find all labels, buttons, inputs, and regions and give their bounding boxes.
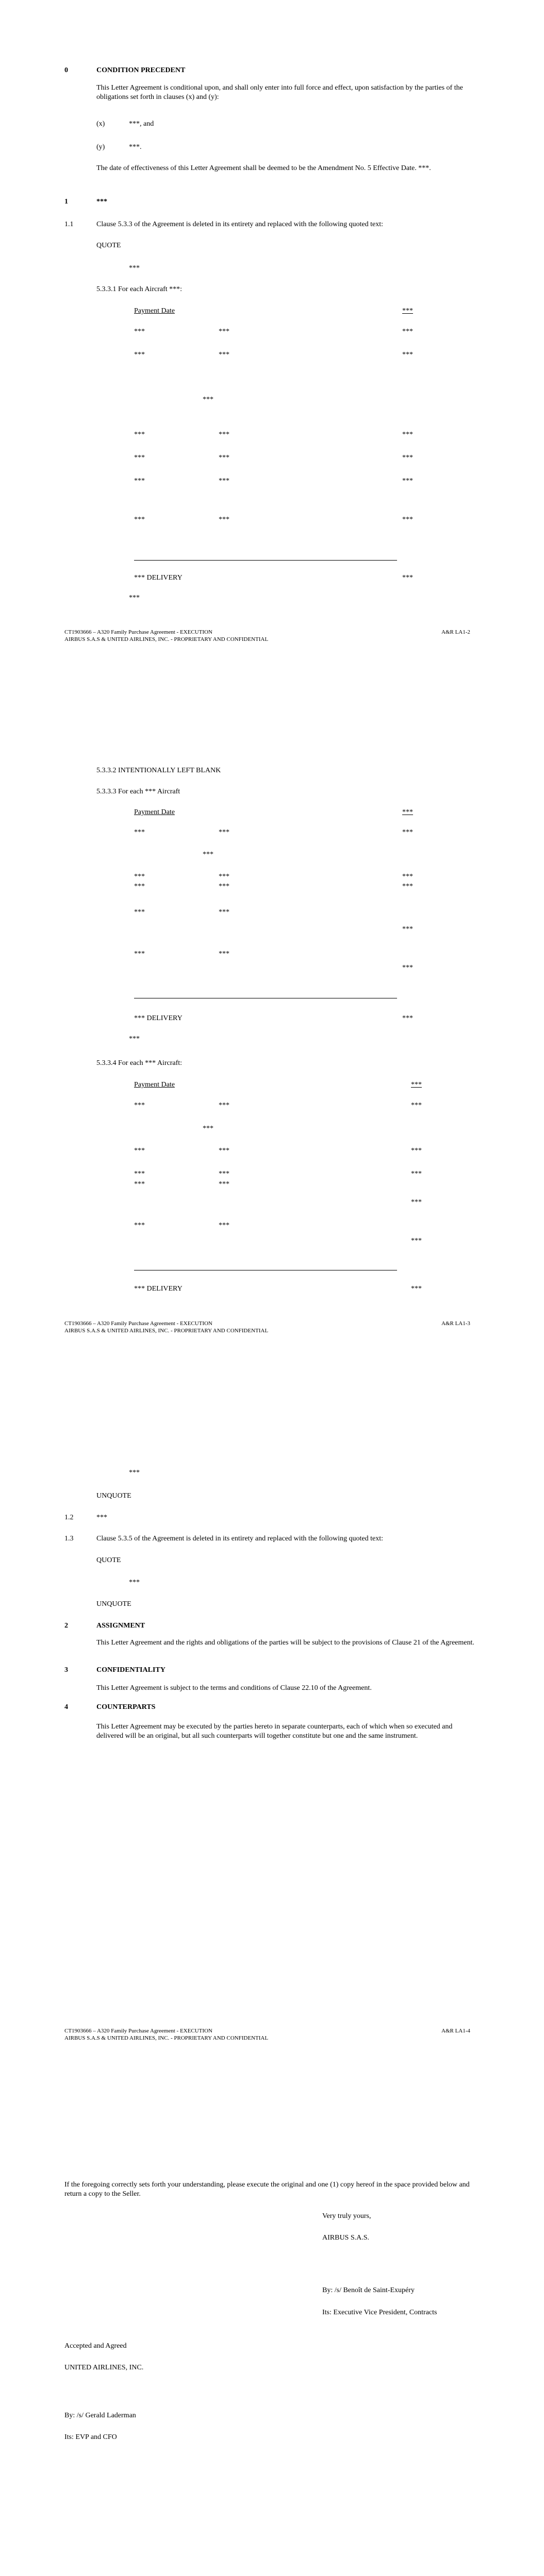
table-cell: *** xyxy=(402,828,413,836)
footer-page-ref: A&R LA1-4 xyxy=(441,2028,470,2034)
table-cell: *** xyxy=(134,516,145,523)
redacted-text: *** xyxy=(129,594,140,602)
footer-line-1: CT1903666 – A320 Family Purchase Agreement - EXECUTION xyxy=(64,2028,212,2034)
table-cell: *** xyxy=(203,1125,213,1132)
section-1-3-text: Clause 5.3.5 of the Agreement is deleted in its entirety and replaced with the following quoted text: xyxy=(96,1535,383,1543)
subclause-5333: 5.3.3.3 For each *** Aircraft xyxy=(96,788,180,795)
table-divider xyxy=(134,560,397,561)
table-cell: *** xyxy=(219,351,229,359)
table-cell: *** xyxy=(402,516,413,523)
table-cell: *** xyxy=(134,950,145,958)
table-header-redacted: *** xyxy=(402,808,413,816)
clause-x-text: ***, and xyxy=(129,120,154,128)
table-cell: *** xyxy=(134,1147,145,1155)
section-1-1-text: Clause 5.3.3 of the Agreement is deleted in its entirety and replaced with the following quoted text: xyxy=(96,221,383,228)
footer-line-2: AIRBUS S.A.S & UNITED AIRLINES, INC. - PROPRIETARY AND CONFIDENTIAL xyxy=(64,1328,269,1334)
table-cell: *** xyxy=(219,477,229,485)
section-0-title: CONDITION PRECEDENT xyxy=(96,66,186,74)
footer-line-1: CT1903666 – A320 Family Purchase Agreement - EXECUTION xyxy=(64,1320,212,1327)
table-cell: *** xyxy=(411,1198,422,1206)
signature-intro: If the foregoing correctly sets forth your understanding, please execute the original and one (1) copy hereof in the space provided below and return a copy to the Seller. xyxy=(64,2181,470,2198)
table-cell: *** xyxy=(219,431,229,438)
section-1-2-text: *** xyxy=(96,1514,107,1521)
delivery-label: *** DELIVERY xyxy=(134,1285,183,1293)
table-cell: *** xyxy=(402,477,413,485)
seller-title: Its: Executive Vice President, Contracts xyxy=(322,2309,437,2316)
table-cell: *** xyxy=(402,883,413,890)
buyer-signature: By: /s/ Gerald Laderman xyxy=(64,2412,136,2419)
redacted-text: *** xyxy=(129,1469,140,1477)
table-header-redacted: *** xyxy=(411,1081,422,1089)
table-cell: *** xyxy=(134,477,145,485)
section-1-title: *** xyxy=(96,198,107,206)
payment-date-header: Payment Date xyxy=(134,307,175,315)
table-cell: *** xyxy=(219,1101,229,1109)
table-cell: *** xyxy=(411,1237,422,1245)
section-4-title: COUNTERPARTS xyxy=(96,1703,156,1711)
section-1-3-number: 1.3 xyxy=(64,1535,74,1543)
section-2-number: 2 xyxy=(64,1622,68,1630)
clause-y-text: ***. xyxy=(129,143,142,151)
table-cell: *** xyxy=(134,431,145,438)
table-cell: *** xyxy=(219,1180,229,1188)
redacted-text: *** xyxy=(129,1035,140,1043)
seller-name: AIRBUS S.A.S. xyxy=(322,2234,370,2242)
payment-date-header: Payment Date xyxy=(134,808,175,816)
footer-page-ref: A&R LA1-2 xyxy=(441,629,470,635)
section-1-2-number: 1.2 xyxy=(64,1514,74,1521)
footer-page-ref: A&R LA1-3 xyxy=(441,1320,470,1327)
table-cell: *** xyxy=(203,396,213,403)
table-cell: *** xyxy=(402,574,413,582)
footer-line-1: CT1903666 – A320 Family Purchase Agreement - EXECUTION xyxy=(64,629,212,635)
unquote-marker: UNQUOTE xyxy=(96,1600,131,1608)
table-cell: *** xyxy=(402,925,413,933)
section-3-number: 3 xyxy=(64,1666,68,1674)
buyer-name: UNITED AIRLINES, INC. xyxy=(64,2364,144,2371)
quote-marker: QUOTE xyxy=(96,1556,121,1564)
table-cell: *** xyxy=(219,1170,229,1178)
effective-date-paragraph: The date of effectiveness of this Letter Agreement shall be deemed to be the Amendment No. 5 Effective Date. ***. xyxy=(96,164,431,172)
table-cell: *** xyxy=(134,1170,145,1178)
table-cell: *** xyxy=(219,1147,229,1155)
clause-x-label: (x) xyxy=(96,120,105,128)
delivery-label: *** DELIVERY xyxy=(134,1014,183,1022)
table-cell: *** xyxy=(134,1180,145,1188)
closing: Very truly yours, xyxy=(322,2212,371,2220)
section-2-title: ASSIGNMENT xyxy=(96,1622,145,1630)
table-cell: *** xyxy=(402,873,413,880)
section-3-text: This Letter Agreement is subject to the terms and conditions of Clause 22.10 of the Agreement. xyxy=(96,1684,372,1692)
table-cell: *** xyxy=(411,1101,422,1109)
delivery-label: *** DELIVERY xyxy=(134,574,183,582)
section-1-1-number: 1.1 xyxy=(64,221,74,228)
table-cell: *** xyxy=(402,351,413,359)
table-cell: *** xyxy=(411,1170,422,1178)
table-cell: *** xyxy=(411,1147,422,1155)
redacted-text: *** xyxy=(129,264,140,272)
table-cell: *** xyxy=(402,1014,413,1022)
section-3-title: CONFIDENTIALITY xyxy=(96,1666,166,1674)
table-cell: *** xyxy=(134,908,145,916)
clause-y-label: (y) xyxy=(96,143,105,151)
section-4-text: This Letter Agreement may be executed by the parties hereto in separate counterparts, each of which when so executed and delivered will be an original, but all such counterparts will together constitute but one and the same instrument. xyxy=(96,1723,453,1740)
payment-date-header: Payment Date xyxy=(134,1081,175,1089)
table-header-redacted: *** xyxy=(402,307,413,315)
section-4-number: 4 xyxy=(64,1703,68,1711)
subclause-5332: 5.3.3.2 INTENTIONALLY LEFT BLANK xyxy=(96,767,221,774)
table-cell: *** xyxy=(219,828,229,836)
table-cell: *** xyxy=(134,883,145,890)
section-1-number: 1 xyxy=(64,198,68,206)
table-cell: *** xyxy=(219,454,229,462)
seller-signature: By: /s/ Benoît de Saint-Exupéry xyxy=(322,2286,415,2294)
section-2-text: This Letter Agreement and the rights and obligations of the parties will be subject to the provisions of Clause 21 of the Agreement. xyxy=(96,1639,474,1647)
redacted-text: *** xyxy=(129,1579,140,1586)
footer-line-2: AIRBUS S.A.S & UNITED AIRLINES, INC. - PROPRIETARY AND CONFIDENTIAL xyxy=(64,2035,269,2041)
accepted-label: Accepted and Agreed xyxy=(64,2342,127,2350)
subclause-5331: 5.3.3.1 For each Aircraft ***: xyxy=(96,285,183,293)
table-cell: *** xyxy=(219,516,229,523)
table-cell: *** xyxy=(402,431,413,438)
table-cell: *** xyxy=(134,454,145,462)
table-cell: *** xyxy=(219,950,229,958)
table-cell: *** xyxy=(134,328,145,335)
table-cell: *** xyxy=(402,328,413,335)
table-cell: *** xyxy=(219,1222,229,1229)
quote-marker: QUOTE xyxy=(96,242,121,249)
subclause-5334: 5.3.3.4 For each *** Aircraft: xyxy=(96,1059,183,1067)
table-cell: *** xyxy=(411,1285,422,1293)
buyer-title: Its: EVP and CFO xyxy=(64,2433,117,2441)
footer-line-2: AIRBUS S.A.S & UNITED AIRLINES, INC. - PROPRIETARY AND CONFIDENTIAL xyxy=(64,636,269,642)
unquote-marker: UNQUOTE xyxy=(96,1492,131,1500)
table-cell: *** xyxy=(219,883,229,890)
section-0-paragraph: This Letter Agreement is conditional upon, and shall only enter into full force and effect, upon satisfaction by the parties of the obligations set forth in clauses (x) and (y): xyxy=(96,84,463,101)
table-cell: *** xyxy=(219,908,229,916)
table-cell: *** xyxy=(134,873,145,880)
section-0-number: 0 xyxy=(64,66,68,74)
table-cell: *** xyxy=(219,328,229,335)
table-cell: *** xyxy=(203,851,213,858)
table-cell: *** xyxy=(134,351,145,359)
table-cell: *** xyxy=(402,454,413,462)
table-cell: *** xyxy=(134,1222,145,1229)
table-cell: *** xyxy=(402,964,413,972)
table-cell: *** xyxy=(134,1101,145,1109)
table-cell: *** xyxy=(219,873,229,880)
table-cell: *** xyxy=(134,828,145,836)
